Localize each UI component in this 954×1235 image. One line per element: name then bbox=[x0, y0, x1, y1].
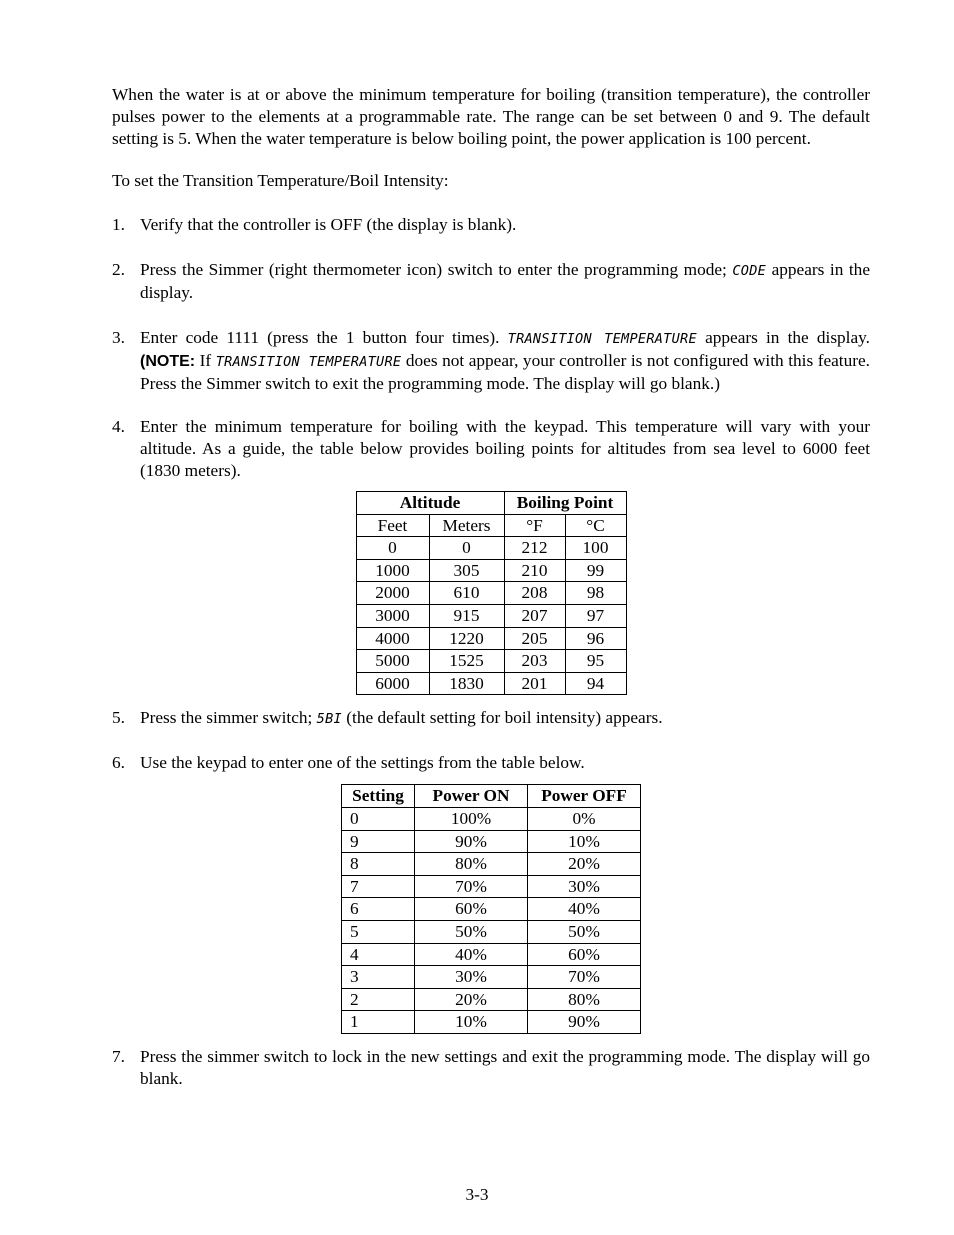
power-off-cell: 10% bbox=[528, 830, 641, 853]
power-on-cell: 90% bbox=[415, 830, 528, 853]
celsius-cell: 98 bbox=[565, 582, 626, 605]
power-on-cell: 10% bbox=[415, 1011, 528, 1034]
power-off-cell: 50% bbox=[528, 920, 641, 943]
page-number: 3-3 bbox=[465, 1185, 489, 1204]
power-on-cell: 20% bbox=[415, 988, 528, 1011]
display-transition-text: TRANSITION TEMPERATURE bbox=[507, 331, 697, 347]
table-row bbox=[342, 853, 641, 876]
setting-cell: 6 bbox=[342, 898, 415, 921]
setting-cell: 0 bbox=[342, 807, 415, 830]
power-off-cell: 30% bbox=[528, 875, 641, 898]
display-code-text: CODE bbox=[732, 263, 767, 279]
setting-cell: 3 bbox=[342, 966, 415, 989]
step-text: Press the simmer switch; bbox=[140, 708, 317, 728]
power-off-cell: 0% bbox=[528, 807, 641, 830]
procedure-heading: To set the Transition Temperature/Boil Intensity: bbox=[112, 171, 449, 190]
power-off-header: Power OFF bbox=[528, 785, 641, 808]
power-on-cell: 80% bbox=[415, 853, 528, 876]
meters-cell: 610 bbox=[429, 582, 504, 605]
table-row bbox=[342, 988, 641, 1011]
step-number: 2. bbox=[112, 260, 125, 279]
fahrenheit-cell: 212 bbox=[504, 537, 565, 560]
step-text: (the default setting for boil intensity) appears. bbox=[341, 708, 663, 728]
step-7 bbox=[112, 1046, 870, 1090]
procedure-steps-final bbox=[112, 1046, 870, 1090]
fahrenheit-cell: 201 bbox=[504, 672, 565, 695]
meters-cell: 1525 bbox=[429, 650, 504, 673]
table-row bbox=[342, 1011, 641, 1034]
celsius-cell: 100 bbox=[565, 537, 626, 560]
step-text: appears in the display. bbox=[696, 328, 870, 347]
step-text: If bbox=[195, 351, 216, 370]
boil-intensity-rows bbox=[342, 807, 641, 1033]
setting-cell: 2 bbox=[342, 988, 415, 1011]
boiling-point-header: Boiling Point bbox=[504, 492, 626, 515]
meters-cell: 0 bbox=[429, 537, 504, 560]
power-off-cell: 70% bbox=[528, 966, 641, 989]
altitude-header: Altitude bbox=[356, 492, 504, 515]
fahrenheit-cell: 207 bbox=[504, 604, 565, 627]
step-text: does not appear, your controller is not configured with this feature. Press the Simmer switch to exit the programming mode. The display will go blank.) bbox=[140, 351, 870, 393]
meters-cell: 915 bbox=[429, 604, 504, 627]
table-row bbox=[356, 672, 626, 695]
note-label: (NOTE: bbox=[140, 353, 196, 370]
power-off-cell: 20% bbox=[528, 853, 641, 876]
celsius-cell: 99 bbox=[565, 559, 626, 582]
procedure-steps-continued bbox=[112, 707, 870, 774]
step-6 bbox=[112, 752, 870, 774]
table-row bbox=[356, 604, 626, 627]
meters-cell: 1220 bbox=[429, 627, 504, 650]
table-row bbox=[356, 537, 626, 560]
celsius-cell: 95 bbox=[565, 650, 626, 673]
setting-cell: 4 bbox=[342, 943, 415, 966]
step-text: Verify that the controller is OFF (the display is blank). bbox=[140, 215, 517, 234]
setting-cell: 1 bbox=[342, 1011, 415, 1034]
step-3 bbox=[112, 327, 870, 395]
celsius-cell: 96 bbox=[565, 627, 626, 650]
meters-header: Meters bbox=[429, 514, 504, 537]
step-text: Use the keypad to enter one of the settings from the table below. bbox=[140, 753, 585, 773]
feet-header: Feet bbox=[356, 514, 429, 537]
fahrenheit-cell: 208 bbox=[504, 582, 565, 605]
power-off-cell: 60% bbox=[528, 943, 641, 966]
setting-cell: 5 bbox=[342, 920, 415, 943]
intro-paragraph: When the water is at or above the minimum temperature for boiling (transition temperature), the controller pulses power to the elements at a programmable rate. The range can be set between 0 and 9. The default setting is 5. When the water temperature is below boiling point, the power application is 100 percent. bbox=[112, 85, 870, 148]
display-transition-text: TRANSITION TEMPERATURE bbox=[215, 354, 402, 370]
meters-cell: 305 bbox=[429, 559, 504, 582]
feet-cell: 0 bbox=[356, 537, 429, 560]
power-on-cell: 40% bbox=[415, 943, 528, 966]
step-text: Press the Simmer (right thermometer icon) switch to enter the programming mode; bbox=[140, 260, 733, 279]
setting-header: Setting bbox=[342, 785, 415, 808]
step-number: 1. bbox=[112, 215, 125, 234]
power-on-header: Power ON bbox=[415, 785, 528, 808]
power-on-cell: 50% bbox=[415, 920, 528, 943]
step-text: appears in the display. bbox=[140, 260, 870, 302]
meters-cell: 1830 bbox=[429, 672, 504, 695]
table-row bbox=[356, 627, 626, 650]
setting-cell: 8 bbox=[342, 853, 415, 876]
step-number: 6. bbox=[112, 753, 125, 773]
celsius-header: °C bbox=[565, 514, 626, 537]
step-5 bbox=[112, 707, 870, 730]
power-off-cell: 90% bbox=[528, 1011, 641, 1034]
power-off-cell: 80% bbox=[528, 988, 641, 1011]
table-row bbox=[342, 807, 641, 830]
fahrenheit-cell: 203 bbox=[504, 650, 565, 673]
feet-cell: 6000 bbox=[356, 672, 429, 695]
table-row bbox=[356, 650, 626, 673]
power-off-cell: 40% bbox=[528, 898, 641, 921]
boiling-point-table bbox=[356, 491, 627, 695]
boil-intensity-table bbox=[341, 784, 641, 1034]
procedure-steps bbox=[112, 214, 870, 482]
table-row bbox=[342, 943, 641, 966]
step-number: 5. bbox=[112, 708, 125, 728]
feet-cell: 3000 bbox=[356, 604, 429, 627]
step-number: 4. bbox=[112, 417, 125, 436]
step-2 bbox=[112, 259, 870, 304]
table-row bbox=[342, 898, 641, 921]
boiling-point-rows bbox=[356, 537, 626, 695]
step-text: Press the simmer switch to lock in the new settings and exit the programming mode. The display will go blank. bbox=[140, 1046, 870, 1088]
power-on-cell: 60% bbox=[415, 898, 528, 921]
power-on-cell: 100% bbox=[415, 807, 528, 830]
table-row bbox=[342, 875, 641, 898]
step-text: Enter code 1111 (press the 1 button four times). bbox=[140, 328, 508, 347]
power-on-cell: 30% bbox=[415, 966, 528, 989]
table-row bbox=[342, 966, 641, 989]
document-page bbox=[112, 84, 870, 1090]
feet-cell: 1000 bbox=[356, 559, 429, 582]
table-row bbox=[356, 582, 626, 605]
step-text: Enter the minimum temperature for boiling with the keypad. This temperature will vary with your altitude. As a guide, the table below provides boiling points for altitudes from sea level to 6000 feet (1830 meters). bbox=[140, 417, 870, 480]
fahrenheit-header: °F bbox=[504, 514, 565, 537]
table-row bbox=[342, 920, 641, 943]
table-row bbox=[342, 830, 641, 853]
feet-cell: 4000 bbox=[356, 627, 429, 650]
fahrenheit-cell: 205 bbox=[504, 627, 565, 650]
display-boil-intensity-text: 5BI bbox=[316, 711, 342, 728]
fahrenheit-cell: 210 bbox=[504, 559, 565, 582]
table-row bbox=[356, 559, 626, 582]
setting-cell: 7 bbox=[342, 875, 415, 898]
step-number: 3. bbox=[112, 328, 125, 347]
step-1 bbox=[112, 214, 870, 236]
step-number: 7. bbox=[112, 1046, 125, 1066]
setting-cell: 9 bbox=[342, 830, 415, 853]
celsius-cell: 94 bbox=[565, 672, 626, 695]
celsius-cell: 97 bbox=[565, 604, 626, 627]
power-on-cell: 70% bbox=[415, 875, 528, 898]
step-4 bbox=[112, 416, 870, 482]
feet-cell: 5000 bbox=[356, 650, 429, 673]
feet-cell: 2000 bbox=[356, 582, 429, 605]
